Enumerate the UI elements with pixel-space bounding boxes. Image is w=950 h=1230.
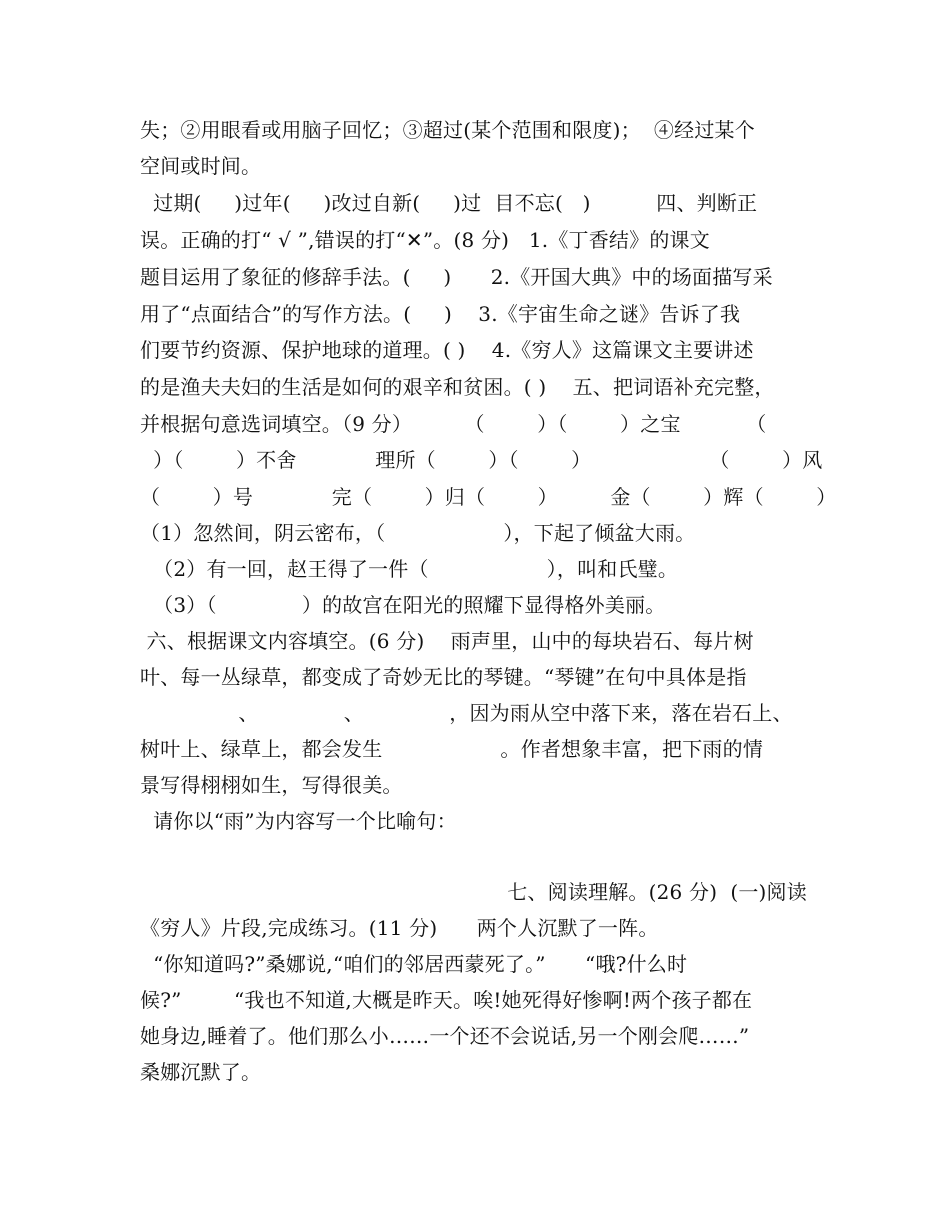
text-line: 、 、 ，因为雨从空中落下来，落在岩石上、 — [140, 701, 793, 725]
text-line: ）（ ）不舍 理所（ ）（ ） （ ）风 — [140, 448, 823, 472]
text-line: 的是渔夫夫妇的生活是如何的艰辛和贫困。( ) 五、把词语补充完整， — [140, 375, 775, 399]
text-line: 候?” “我也不知道,大概是昨天。唉!她死得好惨啊!两个孩子都在 — [140, 988, 753, 1012]
text-line: 桑娜沉默了。 — [140, 1060, 262, 1084]
text-line: “你知道吗?”桑娜说,“咱们的邻居西蒙死了。” “哦?什么时 — [140, 952, 688, 976]
text-line: 景写得栩栩如生，写得很美。 — [140, 773, 403, 797]
text-line: 七、阅读理解。(26 分) (一)阅读 — [140, 880, 807, 904]
text-line: （ ）号 完（ ）归（ ） 金（ ）辉（ ） — [140, 485, 837, 509]
text-line: 六、根据课文内容填空。(6 分) 雨声里，山中的每块岩石、每片树 — [140, 629, 754, 653]
text-line: （2）有一回，赵王得了一件（ ），叫和氏璧。 — [140, 557, 679, 581]
text-line: 请你以“雨”为内容写一个比喻句： — [140, 809, 457, 833]
text-line: 过期( )过年( )改过自新( )过 目不忘( ) 四、判断正 — [140, 191, 758, 215]
text-line: 并根据句意选词填空。（9 分） （ ）（ ）之宝 （ — [140, 412, 767, 436]
text-line: 叶、每一丛绿草，都变成了奇妙无比的琴键。“琴键”在句中具体是指 — [140, 665, 747, 689]
text-line: 误。正确的打“ √ ”,错误的打“✕”。(8 分) 1.《丁香结》的课文 — [140, 228, 710, 252]
text-line: 树叶上、绿草上，都会发生 。作者想象丰富，把下雨的情 — [140, 737, 764, 761]
text-line: 空间或时间。 — [140, 154, 262, 178]
text-line: （3）（ ）的故宫在阳光的照耀下显得格外美丽。 — [140, 593, 666, 617]
text-line: 她身边,睡着了。他们那么小……一个还不会说话,另一个刚会爬……” — [140, 1024, 750, 1048]
text-line: 们要节约资源、保护地球的道理。( ) 4.《穷人》这篇课文主要讲述 — [140, 338, 754, 362]
text-line: （1）忽然间，阴云密布，（ ），下起了倾盆大雨。 — [140, 521, 696, 545]
text-line: 《穷人》片段,完成练习。(11 分) 两个人沉默了一阵。 — [140, 916, 659, 940]
text-line: 失；②用眼看或用脑子回忆；③超过(某个范围和限度)； ④经过某个 — [140, 118, 755, 142]
text-line: 题目运用了象征的修辞手法。( ) 2.《开国大典》中的场面描写采 — [140, 265, 773, 289]
text-line: 用了“点面结合”的写作方法。( ) 3.《宇宙生命之谜》告诉了我 — [140, 302, 741, 326]
